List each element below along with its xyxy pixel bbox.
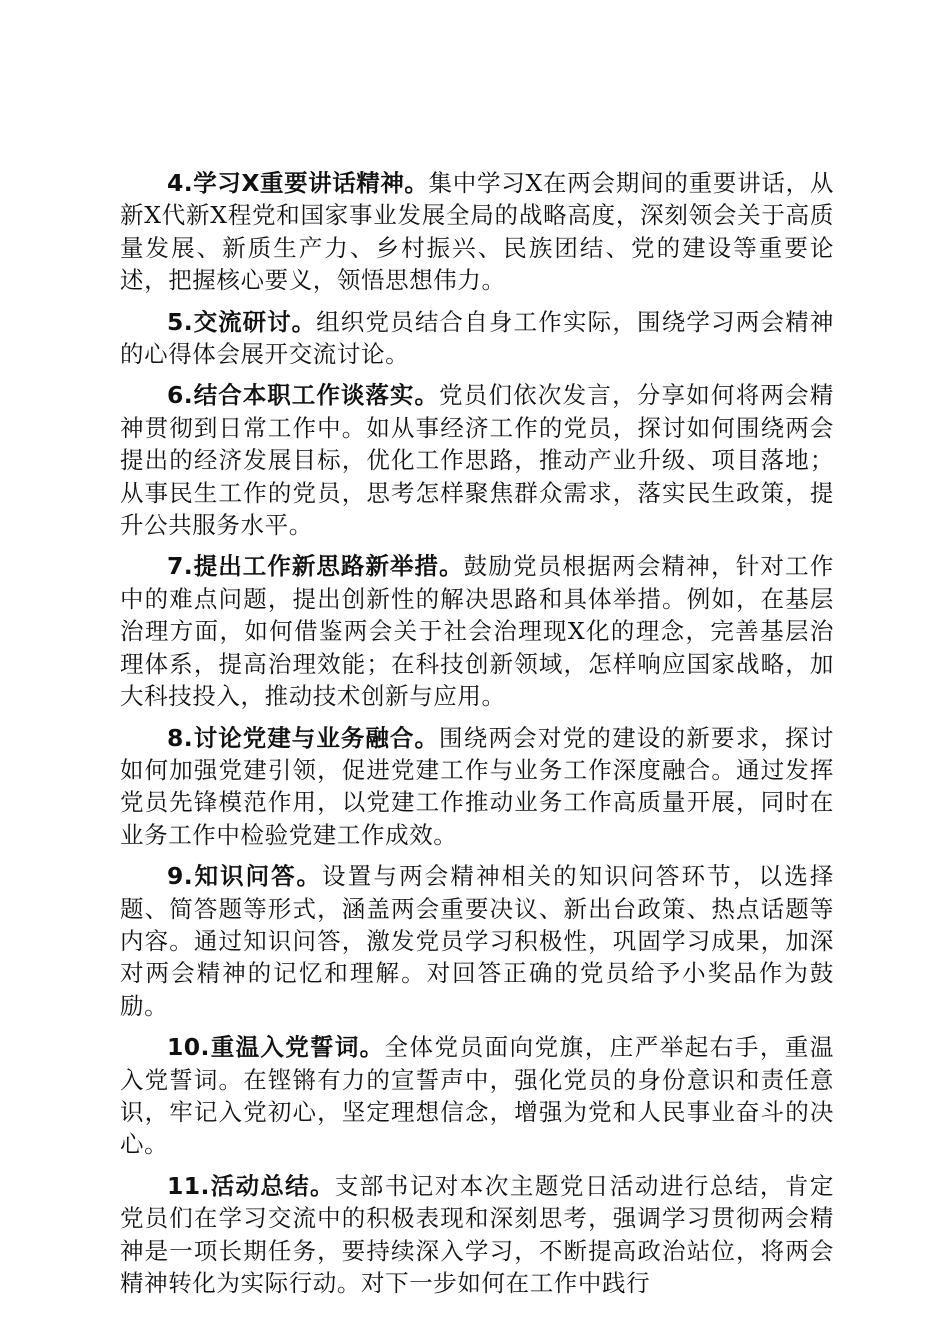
- paragraph-text: 全体党员面向党旗，庄严举起右手，重温入党誓词。在铿锵有力的宣誓声中，强化党员的身份意识和责任意识，牢记入党初心，坚定理想信念，增强为党和人民事业奋斗的决心。: [120, 1033, 834, 1159]
- paragraph-item-8: [120, 722, 834, 852]
- paragraph-text: 党员们依次发言，分享如何将两会精神贯彻到日常工作中。如从事经济工作的党员，探讨如何围绕两会提出的经济发展目标，优化工作思路，推动产业升级、项目落地；从事民生工作的党员，思考怎样聚焦群众需求，落实民生政策，提升公共服务水平。: [120, 381, 834, 540]
- paragraph-item-4: [120, 167, 834, 297]
- paragraph-text: 支部书记对本次主题党日活动进行总结，肯定党员们在学习交流中的积极表现和深刻思考，强调学习贯彻两会精神是一项长期任务，要持续深入学习，不断提高政治站位，将两会精神转化为实际行动。对下一步如何在工作中践行: [120, 1171, 834, 1297]
- paragraph-item-11: [120, 1170, 834, 1300]
- paragraph-heading: 11.活动总结。: [167, 1171, 335, 1200]
- paragraph-heading: 4.学习X重要讲话精神。: [167, 169, 429, 197]
- paragraph-item-6: [120, 379, 834, 541]
- paragraph-text: 集中学习X在两会期间的重要讲话，从新X代新X程党和国家事业发展全局的战略高度，深刻领会关于高质量发展、新质生产力、乡村振兴、民族团结、党的建设等重要论述，把握核心要义，领悟思想伟力。: [120, 169, 834, 295]
- paragraph-heading: 6.结合本职工作谈落实。: [167, 381, 439, 410]
- paragraph-item-10: [120, 1031, 834, 1161]
- paragraph-heading: 10.重温入党誓词。: [167, 1033, 385, 1062]
- paragraph-text: 设置与两会精神相关的知识问答环节，以选择题、简答题等形式，涵盖两会重要决议、新出台政策、热点话题等内容。通过知识问答，激发党员学习积极性，巩固学习成果，加深对两会精神的记忆和理解。对回答正确的党员给予小奖品作为鼓励。: [120, 862, 834, 1020]
- paragraph-item-9: [120, 860, 834, 1022]
- paragraph-item-7: [120, 550, 834, 712]
- paragraph-text: 鼓励党员根据两会精神，针对工作中的难点问题，提出创新性的解决思路和具体举措。例如，在基层治理方面，如何借鉴两会关于社会治理现X化的理念，完善基层治理体系，提高治理效能；在科技创新领域，怎样响应国家战略，加大科技投入，推动技术创新与应用。: [120, 552, 835, 711]
- document-body: [120, 167, 834, 1308]
- paragraph-heading: 9.知识问答。: [167, 862, 323, 891]
- paragraph-text: 组织党员结合自身工作实际，围绕学习两会精神的心得体会展开交流讨论。: [120, 307, 834, 369]
- paragraph-heading: 5.交流研讨。: [167, 307, 317, 336]
- paragraph-item-5: [120, 306, 834, 371]
- paragraph-heading: 8.讨论党建与业务融合。: [167, 723, 439, 752]
- paragraph-text: 围绕两会对党的建设的新要求，探讨如何加强党建引领，促进党建工作与业务工作深度融合。通过发挥党员先锋模范作用，以党建工作推动业务工作高质量开展，同时在业务工作中检验党建工作成效。: [120, 723, 834, 849]
- paragraph-heading: 7.提出工作新思路新举措。: [167, 552, 464, 581]
